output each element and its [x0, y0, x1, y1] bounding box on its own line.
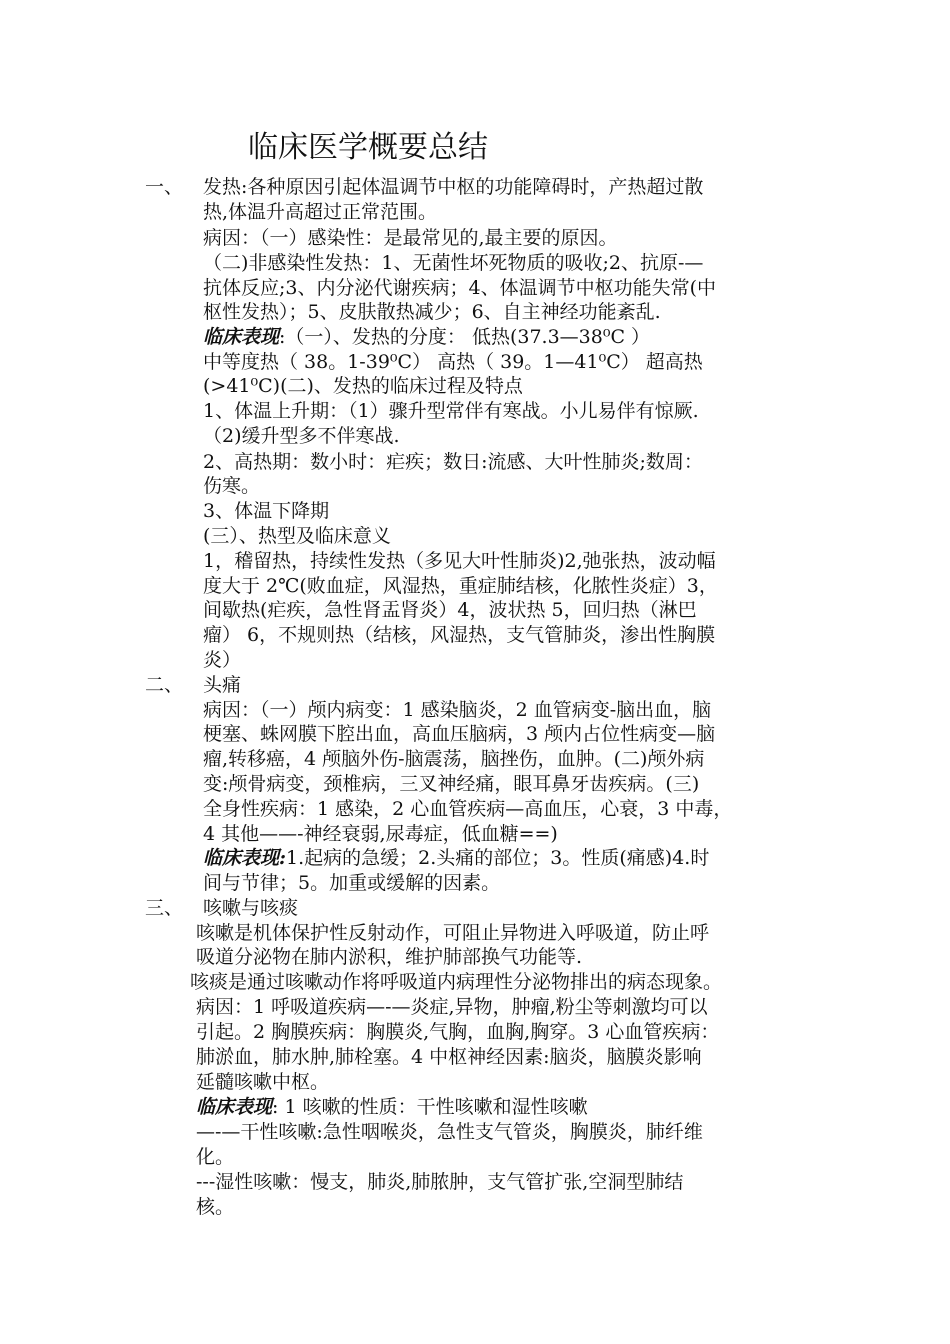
section-3-line-11: ---湿性咳嗽：慢支，肺炎,肺脓肿，支气管扩张,空洞型肺结 — [196, 1171, 684, 1193]
section-1-line-15: (三）、热型及临床意义 — [203, 525, 391, 547]
section-1-line-17: 度大于 2℃(败血症，风湿热，重症肺结核，化脓性炎症）3， — [203, 575, 718, 597]
section-1-line-9: (>41⁰C)(二)、发热的临床过程及特点 — [203, 375, 523, 397]
section-3-line-5: 引起。2 胸膜疾病：胸膜炎,气胸，血胸,胸穿。3 心血管疾病： — [196, 1021, 720, 1043]
section-1-heading: 发热 — [203, 176, 242, 198]
section-3-line-2: 吸道分泌物在肺内淤积，维护肺部换气功能等. — [196, 946, 583, 968]
section-1-line-1 — [203, 175, 703, 199]
section-1-line-19: 瘤） 6，不规则热（结核，风湿热，支气管肺炎，渗出性胸膜 — [203, 624, 716, 646]
section-2-line-6: 4 其他——-神经衰弱,尿毒症，低血糖==) — [203, 823, 558, 845]
section-1-line-20: 炎） — [203, 649, 242, 671]
section-3-heading: 咳嗽与咳痰 — [203, 897, 299, 919]
section-1-line-10: 1、体温上升期：（1）骤升型常伴有寒战。小儿易伴有惊厥. — [203, 400, 699, 422]
section-2-line-5: 全身性疾病：1 感染，2 心血管疾病—高血压，心衰，3 中毒， — [203, 798, 733, 820]
section-2-line-1: 病因：（一）颅内病变：1 感染脑炎，2 血管病变-脑出血，脑 — [203, 699, 712, 721]
section-3-line-12: 核。 — [196, 1196, 235, 1218]
section-3-line-4: 病因：1 呼吸道疾病—-—炎症,异物，肿瘤,粉尘等刺激均可以 — [196, 996, 708, 1018]
section-1-line-7: 临床表现:（一）、发热的分度： 低热(37.3—38⁰C ） — [203, 326, 651, 348]
section-3-line-6: 肺淤血，肺水肿,肺栓塞。4 中枢神经因素:脑炎，脑膜炎影响 — [196, 1046, 702, 1068]
section-1-line-14: 3、体温下降期 — [203, 500, 330, 522]
section-3-line-7: 延髓咳嗽中枢。 — [196, 1071, 330, 1093]
section-2-line-3: 瘤,转移癌，4 颅脑外伤-脑震荡，脑挫伤，血肿。(二)颅外病 — [203, 748, 705, 770]
section-2-line-7: 临床表现:1.起病的急缓；2.头痛的部位；3。性质(痛感)4.时 — [203, 847, 710, 869]
section-3-line-3: 咳痰是通过咳嗽动作将呼吸道内病理性分泌物排出的病态现象。 — [190, 971, 723, 993]
section-1-definition: :各种原因引起体温调节中枢的功能障碍时，产热超过散 — [241, 176, 704, 198]
section-1-number: 一、 — [145, 176, 184, 198]
section-2-number: 二、 — [145, 674, 184, 696]
section-1-line-12: 2、高热期：数小时：疟疾；数日:流感、大叶性肺炎;数周： — [203, 451, 703, 473]
section-3-number: 三、 — [145, 897, 184, 919]
section-1-line-2: 热,体温升高超过正常范围。 — [203, 201, 438, 223]
section-1-line-13: 伤寒。 — [203, 475, 261, 497]
section-1-line-16: 1，稽留热，持续性发热（多见大叶性肺炎)2,弛张热，波动幅 — [203, 550, 716, 572]
section-2-line-4: 变:颅骨病变，颈椎病，三叉神经痛，眼耳鼻牙齿疾病。(三) — [203, 773, 700, 795]
section-2-line-2: 梗塞、蛛网膜下腔出血，高血压脑病，3 颅内占位性病变—脑 — [203, 723, 716, 745]
clinical-label-1: 临床表现 — [203, 326, 280, 348]
section-3-line-8: 临床表现: 1 咳嗽的性质：干性咳嗽和湿性咳嗽 — [196, 1096, 588, 1118]
section-1-line-5: 抗体反应;3、内分泌代谢疾病；4、体温调节中枢功能失常(中 — [203, 277, 716, 299]
section-1-line-3: 病因：（一）感染性：是最常见的,最主要的原因。 — [203, 227, 618, 249]
section-2-line-8: 间与节律；5。加重或缓解的因素。 — [203, 872, 501, 894]
section-2-heading: 头痛 — [203, 674, 242, 696]
section-3-line-1: 咳嗽是机体保护性反射动作，可阻止异物进入呼吸道，防止呼 — [196, 922, 710, 944]
section-3-line-9: —-—干性咳嗽:急性咽喉炎，急性支气管炎，胸膜炎，肺纤维 — [196, 1121, 703, 1143]
clinical-label-3: 临床表现 — [196, 1096, 273, 1118]
section-1-line-6: 枢性发热）；5、皮肤散热减少；6、自主神经功能紊乱. — [203, 301, 661, 323]
section-1-line-18: 间歇热(疟疾，急性肾盂肾炎）4，波状热 5，回归热（淋巴 — [203, 599, 697, 621]
section-3-line-10: 化。 — [196, 1146, 235, 1168]
section-1-line-11: （2)缓升型多不伴寒战. — [203, 425, 400, 447]
section-1-line-8: 中等度热（ 38。1-39⁰C） 高热（ 39。1—41⁰C） 超高热 — [203, 351, 703, 373]
page-title: 临床医学概要总结 — [248, 130, 488, 165]
clinical-label-2: 临床表现: — [203, 847, 287, 869]
section-1-line-4: （二)非感染性发热：1、无菌性坏死物质的吸收;2、抗原-— — [203, 252, 704, 274]
